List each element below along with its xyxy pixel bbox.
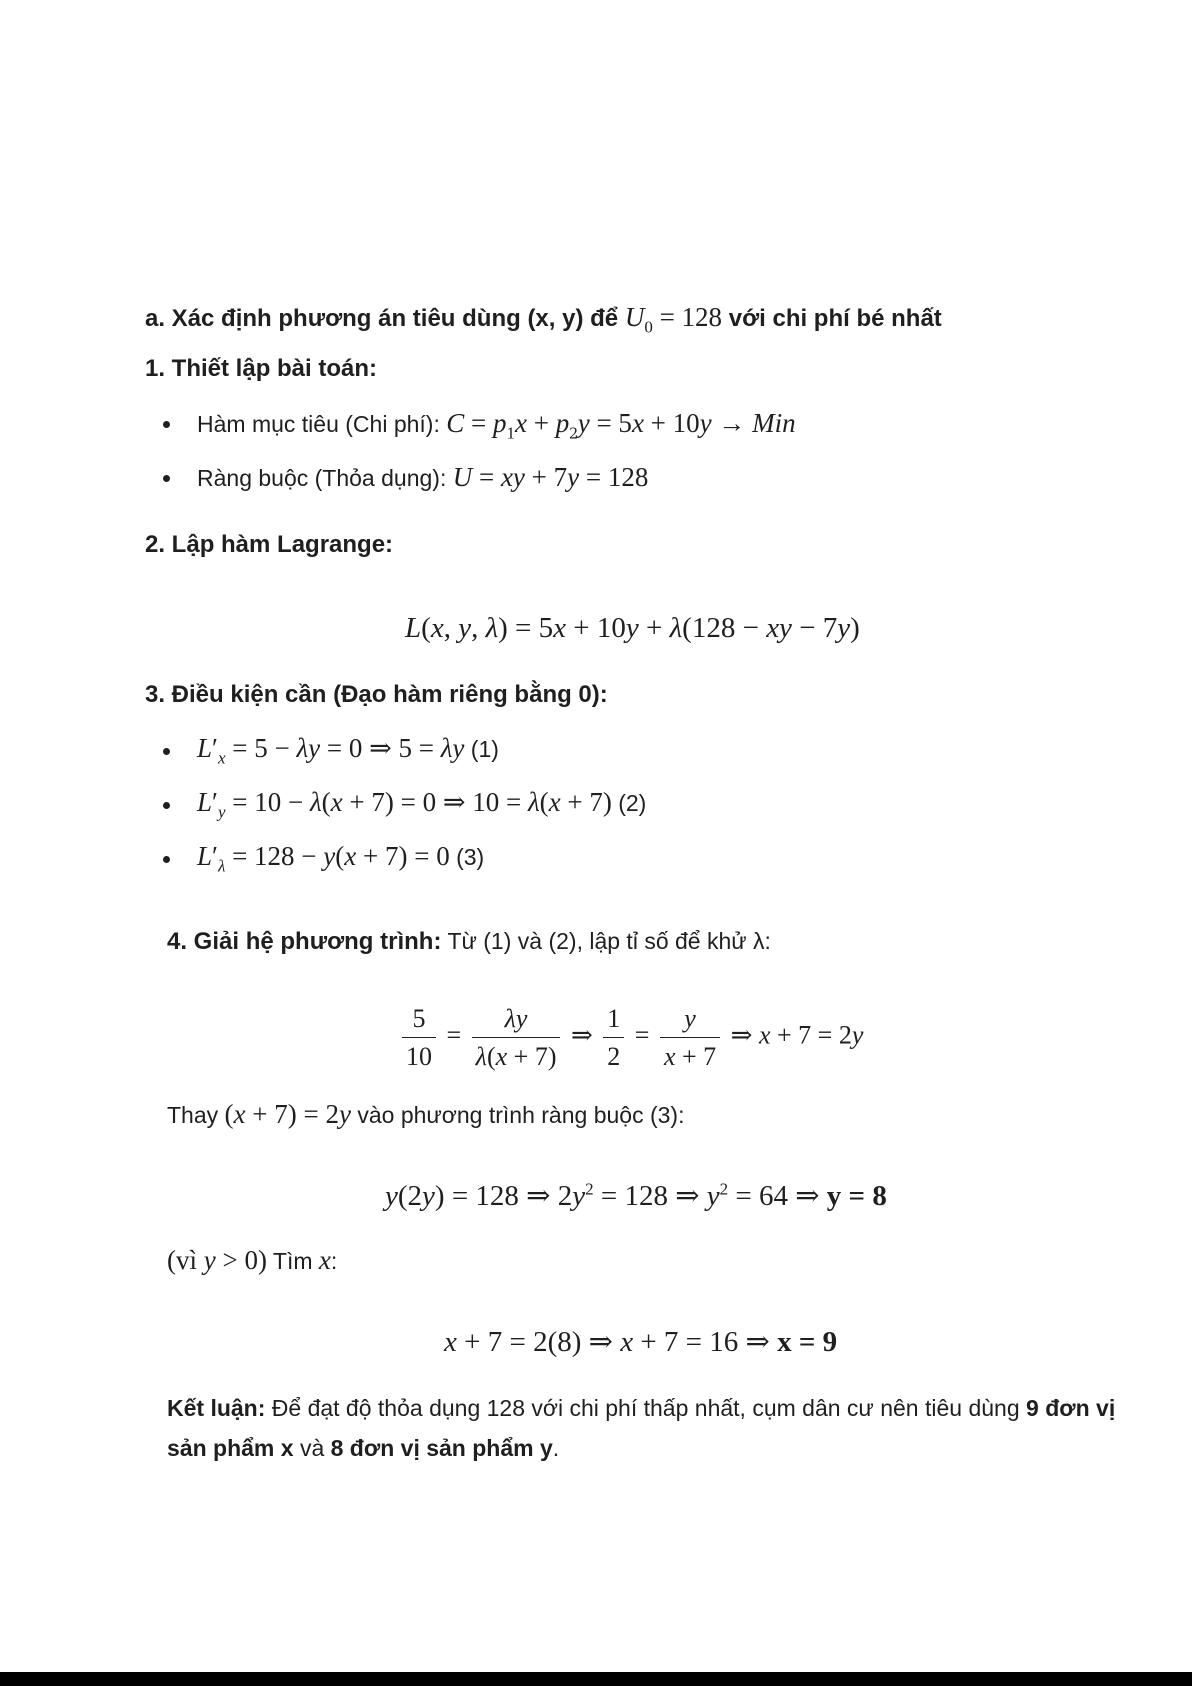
substitution-prefix: Thay <box>167 1102 219 1128</box>
heading-a-text: a. Xác định phương án tiêu dùng (x, y) để <box>145 305 619 332</box>
condition-3 <box>197 841 484 876</box>
condition-3-math: $L'_\lambda = 128 - y(x + 7) = 0$ <box>197 841 450 876</box>
bullet-dot <box>163 856 170 863</box>
fraction: $\frac{y}{x + 7}$ <box>660 1003 720 1072</box>
step2-title: 2. Lập hàm Lagrange: <box>145 531 394 558</box>
step4-title: 4. Giải hệ phương trình: <box>167 928 442 955</box>
bottom-bar <box>0 1672 1192 1686</box>
bullet-constraint <box>197 462 648 493</box>
bullet-dot <box>163 421 170 428</box>
objective-math: $C = p_1x + p_2y = 5x + 10y$ → Min <box>446 408 796 443</box>
condition-3-tag: (3) <box>456 844 485 870</box>
bullet-dot <box>163 475 170 482</box>
condition-2-tag: (2) <box>618 790 647 816</box>
conclusion-and: và <box>299 1435 325 1461</box>
fraction: $\frac{\lambda y}{\lambda(x + 7)}$ <box>472 1003 561 1072</box>
condition-1-math: $L'_x = 5 - \lambda y = 0$ ⇒ 5 = λy <box>197 733 465 768</box>
bullet-dot <box>163 748 170 755</box>
step4-text: Từ (1) và (2), lập tỉ số để khử λ: <box>447 928 771 954</box>
condition-1-tag: (1) <box>470 736 499 762</box>
y-equation: y(2y) = 128 ⇒ $2y^2 = 128$ ⇒ $y^2 = 64$ ⇒ y = 8 <box>385 1179 887 1212</box>
x-equation: x + 7 = 2(8) ⇒ x + 7 = 16 ⇒ x = 9 <box>444 1326 838 1358</box>
bullet-objective <box>197 408 796 443</box>
step3-title: 3. Điều kiện cần (Đạo hàm riêng bằng 0): <box>145 681 608 708</box>
since-math: (vì y > 0) <box>167 1245 267 1275</box>
step1-title: 1. Thiết lập bài toán: <box>145 355 378 382</box>
conclusion <box>167 1388 1137 1468</box>
bullet-dot <box>163 802 170 809</box>
constraint-math: U = xy + 7y = 128 <box>452 462 649 492</box>
ratio-equation: $\frac{5}{10}$ = $\frac{\lambda y}{\lambda(x + 7)}$ ⇒ $\frac{1}{2}$ = $\frac{y}{x + 7}$ ⇒ x + 7 = 2y <box>398 1003 863 1072</box>
fraction: $\frac{1}{2}$ <box>603 1003 624 1072</box>
heading-a-tail: với chi phí bé nhất <box>728 305 942 332</box>
conclusion-label: Kết luận: <box>167 1395 266 1421</box>
condition-1 <box>197 733 499 768</box>
conclusion-end: . <box>552 1435 560 1461</box>
since-line: (vì y > 0) Tìm x: <box>167 1245 338 1275</box>
condition-2 <box>197 787 646 822</box>
lagrange-equation: L(x, y, λ) = 5x + 10y + λ(128 − xy − 7y) <box>405 612 860 644</box>
conclusion-y-amount: 8 đơn vị sản phẩm y <box>330 1435 553 1461</box>
fraction: $\frac{5}{10}$ <box>402 1003 436 1072</box>
constraint-label: Ràng buộc (Thỏa dụng): <box>197 465 447 491</box>
substitution-line <box>167 1099 684 1130</box>
condition-2-math: $L'_y = 10 - \lambda(x + 7) = 0$ ⇒ 10 = λ(x + 7) <box>197 787 612 822</box>
section-heading-a <box>145 302 942 337</box>
objective-label: Hàm mục tiêu (Chi phí): <box>197 411 440 437</box>
step4-line <box>167 928 771 956</box>
substitution-suffix: vào phương trình ràng buộc (3): <box>357 1102 685 1128</box>
conclusion-text: Để đạt độ thỏa dụng 128 với chi phí thấp nhất, cụm dân cư nên tiêu dùng <box>271 1395 1020 1421</box>
substitution-math: (x + 7) = 2y <box>224 1099 351 1129</box>
heading-a-math: $U_0 = 128$ <box>624 302 723 337</box>
conclusion-x-amount: 9 đơn vị sản phẩm x <box>167 1395 1116 1461</box>
